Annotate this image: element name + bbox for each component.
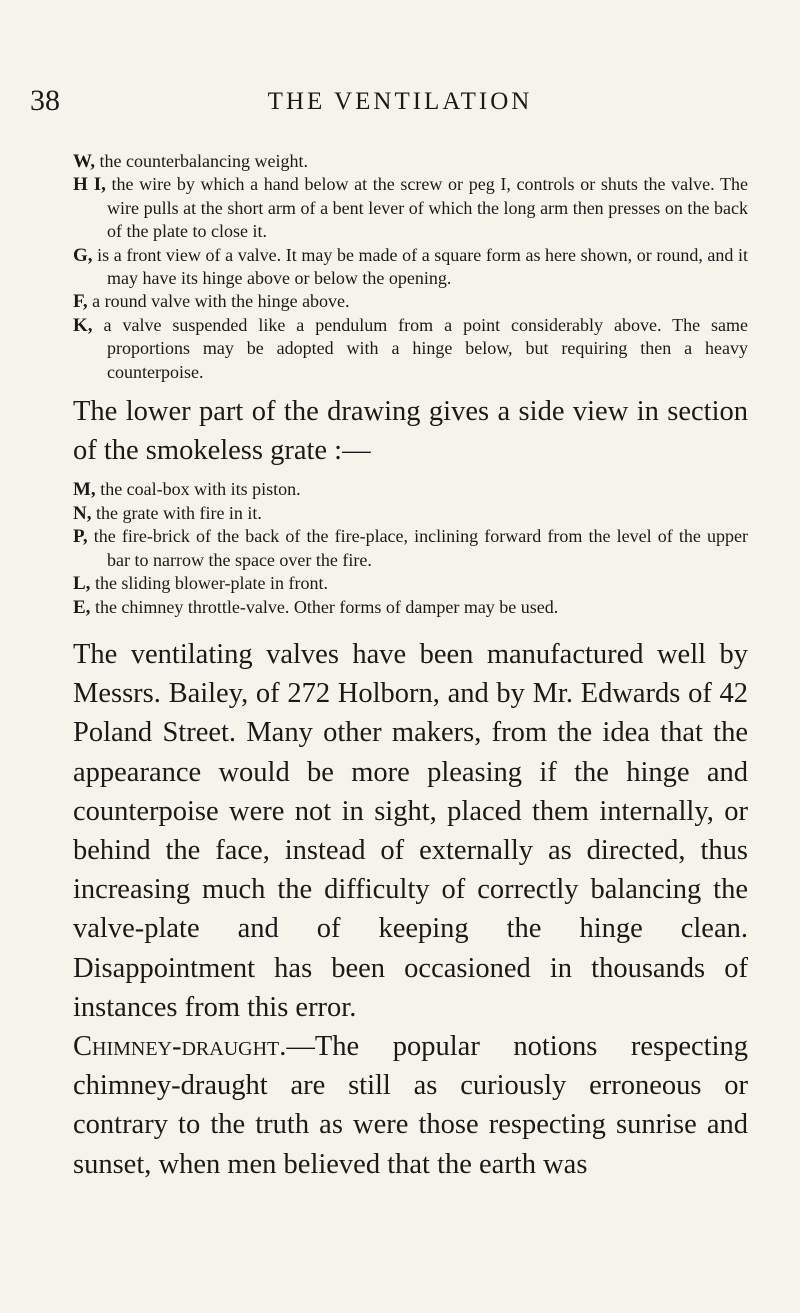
legend-text: the fire-brick of the back of the fire-place, inclining forward from the level of the upper bar to narrow the space over the fire. xyxy=(93,526,748,570)
paragraph-text: —The popular notions respecting chimney-draught are still as curiously erroneous or contrary to the truth as were those respecting sunrise and sunset, when men believed that the earth was xyxy=(73,1030,748,1180)
legend-text: the wire by which a hand below at the screw or peg I, controls or shuts the valve. The wire pulls at the short arm of a bent lever of which the long arm then presses on the back of the plate to close it. xyxy=(107,174,748,242)
legend-text: the counterbalancing weight. xyxy=(99,151,308,171)
body-text xyxy=(73,150,748,1184)
legend-item-m xyxy=(73,478,748,501)
legend-key: H I, xyxy=(73,174,106,196)
legend-key: G, xyxy=(73,244,93,266)
legend-key: L, xyxy=(73,573,91,595)
legend-item-g xyxy=(73,244,748,291)
legend-key: W, xyxy=(73,151,96,172)
legend-text: a round valve with the hinge above. xyxy=(92,291,350,312)
legend-text: the grate with fire in it. xyxy=(95,502,262,523)
legend-item-l xyxy=(73,572,748,595)
legend-text: a valve suspended like a pendulum from a point considerably above. The same proportions may be adopted with a hinge below, but requiring then a heavy counterpoise. xyxy=(103,314,749,382)
running-head: THE VENTILATION xyxy=(267,88,533,115)
legend-item-p xyxy=(73,525,748,572)
legend-key: K, xyxy=(73,314,93,336)
paragraph-makers: The ventilating valves have been manufactured well by Messrs. Bailey, of 272 Holborn, and by Mr. Edwards of 42 Poland Street. Many other makers, from the idea that the appearance would be more pleasing if the hinge and counterpoise were not in sight, placed them internally, or behind the face, instead of externally as directed, thus increasing much the difficulty of correctly balancing the valve-plate and of keeping the hinge clean. Disappointment has been occasioned in thousands of instances from this error. xyxy=(73,638,748,1023)
page-header xyxy=(30,86,770,126)
legend-key: N, xyxy=(73,502,92,524)
legend-text: is a front view of a valve. It may be made of a square form as here shown, or round, and it may have its hinge above or below the opening. xyxy=(97,244,749,289)
legend-item-hi xyxy=(73,173,748,243)
section-heading: Chimney-draught. xyxy=(73,1030,287,1062)
valve-legend-list xyxy=(73,150,748,384)
legend-key: P, xyxy=(73,526,88,548)
legend-item-w xyxy=(73,150,748,173)
paragraph-chimney-draught xyxy=(73,1027,748,1184)
legend-key: F, xyxy=(73,291,88,313)
legend-item-k xyxy=(73,314,748,384)
legend-text: the sliding blower-plate in front. xyxy=(94,573,329,594)
legend-key: E, xyxy=(73,596,91,618)
legend-item-f xyxy=(73,290,748,313)
grate-legend-list xyxy=(73,478,748,618)
legend-item-n xyxy=(73,502,748,525)
legend-item-e xyxy=(73,596,748,619)
legend-text: the coal-box with its piston. xyxy=(100,479,301,500)
page-number: 38 xyxy=(30,84,60,117)
paragraph-side-view: The lower part of the drawing gives a side view in section of the smokeless grate :— xyxy=(73,396,748,467)
legend-text: the chimney throttle-valve. Other forms of damper may be used. xyxy=(94,596,559,617)
legend-key: M, xyxy=(73,479,96,501)
